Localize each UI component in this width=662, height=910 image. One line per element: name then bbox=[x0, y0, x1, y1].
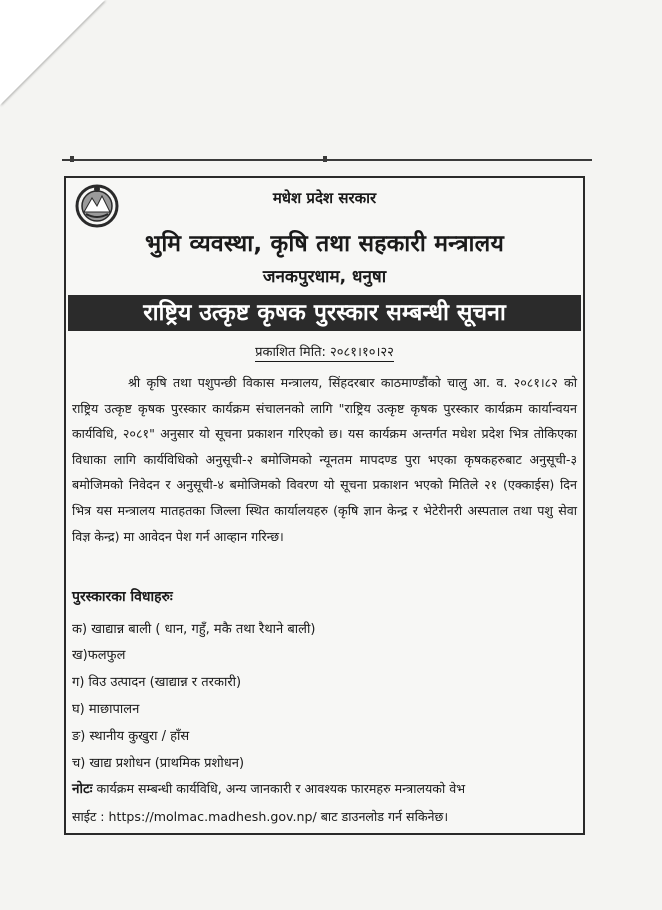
notice-frame bbox=[64, 176, 585, 835]
note-line: साईट : https://molmac.madhesh.gov.np/ बाट डाउनलोड गर्न सकिनेछ। bbox=[72, 809, 449, 824]
rule-tick bbox=[323, 156, 327, 162]
body-line: अनुसूची-२ बमोजिमको न्यूनतम मापदण्ड पुरा भएका कृषकहरुबाट अनुसूची-३ बमोजिमको bbox=[72, 451, 577, 493]
categories-title: पुरस्कारका विधाहरुः bbox=[72, 589, 173, 605]
top-rule bbox=[62, 159, 592, 161]
rule-tick bbox=[70, 156, 74, 162]
note-line: कार्यक्रम सम्बन्धी कार्यविधि, अन्य जानकारी र आवश्यक फारमहरु मन्त्रालयको वेभ bbox=[92, 781, 466, 796]
body-line: गरिएको छ। यस कार्यक्रम अन्तर्गत मधेश प्रदेश भित्र तोकिएका विधाका लागि कार्यविधिको bbox=[72, 426, 577, 467]
category-item: घ) माछापालन bbox=[72, 702, 140, 717]
ministry-location: जनकपुरधाम, धनुषा bbox=[262, 267, 387, 287]
body-line: २०८१।८२ को राष्ट्रिय उत्कृष्ट कृषक पुरस्कार कार्यक्रम संचालनको लागि "राष्ट्रिय उत्कृष्ट bbox=[72, 375, 577, 416]
category-item: च) खाद्य प्रशोधन (प्राथमिक प्रशोधन) bbox=[72, 756, 245, 771]
category-item: क) खाद्यान्न बाली ( धान, गहुँ, मकै तथा रैथाने बाली) bbox=[72, 622, 316, 637]
note-label: नोटः bbox=[72, 781, 93, 797]
category-item: ख)फलफुल bbox=[72, 648, 126, 663]
body-line: दिन भित्र यस मन्त्रालय मातहतका जिल्ला स्थित कार्यालयहरु (कृषि ज्ञान केन्द्र र भेटेरीनरी bbox=[72, 477, 577, 518]
category-item: ङ) स्थानीय कुखुरा / हाँस bbox=[72, 729, 190, 744]
notice-title-banner: राष्ट्रिय उत्कृष्ट कृषक पुरस्कार सम्बन्धी सूचना bbox=[68, 295, 581, 331]
notice-body bbox=[72, 370, 577, 549]
body-line: कृषक पुरस्कार कार्यक्रम कार्यान्वयन कार्यविधि, २०८१" अनुसार यो सूचना प्रकाशन bbox=[72, 400, 577, 442]
body-line: अस्पताल तथा पशु सेवा विज्ञ केन्द्र) मा आवेदन पेश गर्न आव्हान गरिन्छ। bbox=[72, 502, 577, 544]
note-section bbox=[72, 775, 577, 830]
ministry-name: भुमि व्यवस्था, कृषि तथा सहकारी मन्त्रालय bbox=[144, 231, 505, 257]
category-item: ग) विउ उत्पादन (खाद्यान्न र तरकारी) bbox=[72, 675, 242, 690]
published-date-text: प्रकाशित मिति: २०८१।१०।२२ bbox=[255, 345, 394, 360]
government-name: मधेश प्रदेश सरकार bbox=[272, 189, 377, 207]
body-line: श्री कृषि तथा पशुपन्छी विकास मन्त्रालय, सिंहदरबार काठमाण्डौंको चालु आ. व. bbox=[128, 375, 508, 390]
body-line: निवेदन र अनुसूची-४ बमोजिमको विवरण यो सूचना प्रकाशन भएको मितिले २१ (एक्काईस) bbox=[128, 477, 555, 493]
published-date bbox=[66, 342, 583, 360]
folded-page-corner bbox=[0, 0, 105, 105]
